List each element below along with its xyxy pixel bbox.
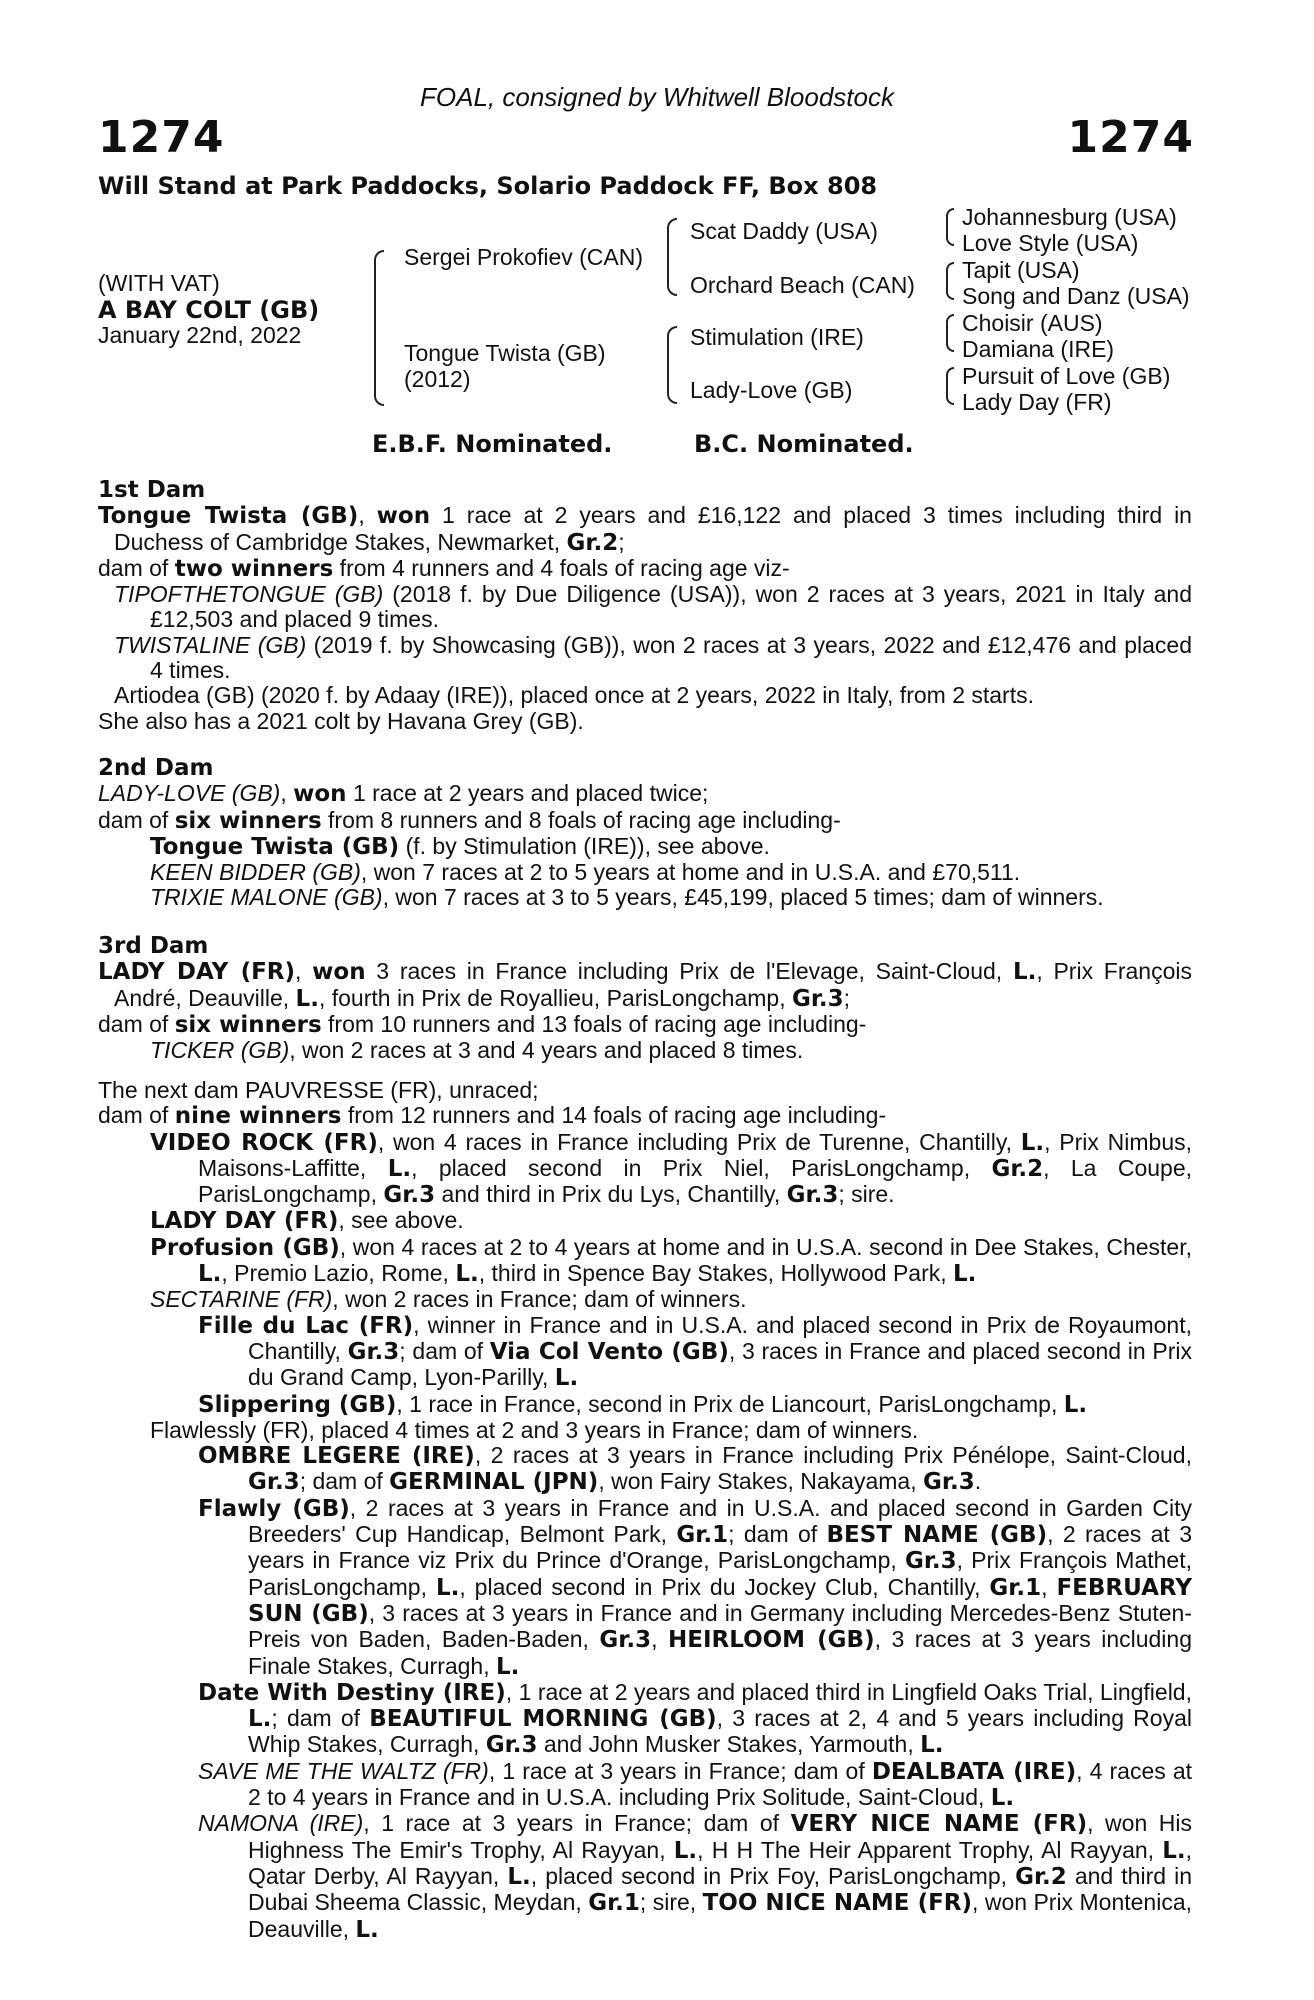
ancestor-4: Song and Danz (USA) — [962, 283, 1190, 309]
ancestor-2: Love Style (USA) — [962, 230, 1139, 256]
third-dam-heading: 3rd Dam — [98, 933, 209, 959]
sire-of-dam: Stimulation (IRE) — [690, 324, 864, 350]
produce-namona: NAMONA (IRE), 1 race at 3 years in France; dam of VERY NICE NAME (FR), won His Highness The Emir's Trophy, Al Rayyan, L., H H The Heir Apparent Trophy, Al Rayyan, L., Qatar Derby, Al Rayyan, L., placed second in Prix Foy, ParisLongchamp, Gr.2 and third in Dubai Sheema Classic, Meydan, Gr.1; sire, TOO NICE NAME (FR), won Prix Montenica, Deauville, L. — [198, 1810, 1192, 1943]
produce-ombre-legere: OMBRE LEGERE (IRE), 2 races at 3 years in France including Prix Pénélope, Saint-Cloud, Gr.3; dam of GERMINAL (JPN), won Fairy Stakes, Nakayama, Gr.3. — [198, 1442, 1192, 1496]
consignor-line: FOAL, consigned by Whitwell Bloodstock — [420, 82, 894, 112]
first-dam-heading: 1st Dam — [98, 477, 206, 503]
brace-g3 — [946, 314, 954, 352]
next-dam-section — [98, 1078, 1192, 1943]
brace-g1 — [946, 208, 954, 246]
dam-of-dam: Lady-Love (GB) — [690, 377, 853, 403]
third-dam-record: LADY DAY (FR), won 3 races in France including Prix de l'Elevage, Saint-Cloud, L., Prix François André, Deauville, L., fourth in Prix de Royallieu, ParisLongchamp, Gr.3; — [98, 958, 1192, 1012]
sire: Sergei Prokofiev (CAN) — [404, 244, 644, 270]
lot-number-right: 1274 — [1067, 112, 1194, 163]
dam-of-sire: Orchard Beach (CAN) — [690, 272, 915, 298]
produce-sectarine: SECTARINE (FR), won 2 races in France; dam of winners. — [150, 1286, 747, 1313]
ebf-nomination: E.B.F. Nominated. — [372, 430, 613, 458]
produce-date-with-destiny: Date With Destiny (IRE), 1 race at 2 years and placed third in Lingfield Oaks Trial, Lingfield, L.; dam of BEAUTIFUL MORNING (GB), 3 races at 2, 4 and 5 years including Royal Whip Stakes, Curragh, Gr.3 and John Musker Stakes, Yarmouth, L. — [198, 1678, 1192, 1759]
produce-video-rock: VIDEO ROCK (FR), won 4 races in France including Prix de Turenne, Chantilly, L., Prix Nimbus, Maisons-Laffitte, L., placed second in Prix Niel, ParisLongchamp, Gr.2, La Coupe, ParisLongchamp, Gr.3 and third in Prix du Lys, Chantilly, Gr.3; sire. — [150, 1128, 1193, 1209]
lot-title: A BAY COLT (GB) — [98, 296, 320, 324]
sire-of-sire: Scat Daddy (USA) — [690, 218, 878, 244]
produce-tipofthetongue: TIPOFTHETONGUE (GB) (2018 f. by Due Diligence (USA)), won 2 races at 3 years, 2021 in Italy and £12,503 and placed 9 times. — [114, 581, 1192, 633]
brace-sire — [667, 218, 677, 296]
next-dam-record: The next dam PAUVRESSE (FR), unraced; — [98, 1077, 539, 1103]
lot-number-left: 1274 — [98, 112, 225, 163]
produce-flawly: Flawly (GB), 2 races at 3 years in France and in U.S.A. and placed second in Garden City Breeders' Cup Handicap, Belmont Park, Gr.1; dam of BEST NAME (GB), 2 races at 3 years in France viz Prix du Prince d'Orange, ParisLongchamp, Gr.3, Prix François Mathet, ParisLongchamp, L., placed second in Prix du Jockey Club, Chantilly, Gr.1, FEBRUARY SUN (GB), 3 races at 3 years in France and in Germany including Mercedes-Benz Stuten-Preis von Baden, Baden-Baden, Gr.3, HEIRLOOM (GB), 3 races at 3 years including Finale Stakes, Curragh, L. — [198, 1494, 1192, 1680]
produce-save-me-the-waltz: SAVE ME THE WALTZ (FR), 1 race at 3 years in France; dam of DEALBATA (IRE), 4 races at 2 to 4 years in France and in U.S.A. including Prix Solitude, Saint-Cloud, L. — [198, 1757, 1193, 1812]
produce-slippering: Slippering (GB), 1 race in France, second in Prix de Liancourt, ParisLongchamp, L. — [198, 1390, 1088, 1418]
stand-location: Will Stand at Park Paddocks, Solario Paddock FF, Box 808 — [98, 172, 878, 200]
ancestor-7: Pursuit of Love (GB) — [962, 363, 1171, 389]
second-dam-section — [98, 756, 1192, 911]
second-dam-record: LADY-LOVE (GB), won 1 race at 2 years and placed twice; — [98, 780, 709, 808]
brace-g2 — [946, 262, 954, 300]
bc-nomination: B.C. Nominated. — [694, 430, 914, 458]
vat-note: (WITH VAT) — [98, 270, 220, 296]
ancestor-8: Lady Day (FR) — [962, 389, 1112, 415]
produce-twistaline: TWISTALINE (GB) (2019 f. by Showcasing (GB)), won 2 races at 3 years, 2022 and £12,476 and placed 4 times. — [114, 631, 1192, 684]
next-dam-produce-summary: dam of nine winners from 12 runners and 14 foals of racing age including- — [98, 1102, 887, 1130]
first-dam-colt-note: She also has a 2021 colt by Havana Grey (GB). — [98, 707, 584, 734]
third-dam-produce-summary: dam of six winners from 10 runners and 13 foals of racing age including- — [98, 1010, 867, 1038]
first-dam-produce-summary: dam of two winners from 4 runners and 4 foals of racing age viz- — [98, 554, 790, 582]
produce-trixie-malone: TRIXIE MALONE (GB), won 7 races at 3 to 5 years, £45,199, placed 5 times; dam of winners. — [150, 884, 1104, 911]
dam: Tongue Twista (GB) — [404, 340, 606, 366]
produce-ticker: TICKER (GB), won 2 races at 3 and 4 years and placed 8 times. — [150, 1037, 804, 1064]
first-dam-section — [98, 478, 1192, 734]
second-dam-heading: 2nd Dam — [98, 755, 214, 781]
brace-dam — [667, 326, 677, 404]
produce-artiodea: Artiodea (GB) (2020 f. by Adaay (IRE)), placed once at 2 years, 2022 in Italy, from 2 starts. — [114, 682, 1034, 709]
dam-year: (2012) — [404, 366, 471, 392]
produce-flawlessly: Flawlessly (FR), placed 4 times at 2 and 3 years in France; dam of winners. — [150, 1416, 919, 1443]
brace-g4 — [946, 367, 954, 405]
third-dam-section — [98, 934, 1192, 1063]
ancestor-3: Tapit (USA) — [962, 257, 1080, 283]
produce-lady-day: LADY DAY (FR), see above. — [150, 1207, 464, 1235]
produce-tongue-twista: Tongue Twista (GB) (f. by Stimulation (IRE)), see above. — [150, 832, 770, 860]
ancestor-6: Damiana (IRE) — [962, 336, 1115, 362]
second-dam-produce-summary: dam of six winners from 8 runners and 8 foals of racing age including- — [98, 806, 841, 834]
first-dam-record: Tongue Twista (GB), won 1 race at 2 years and £16,122 and placed 3 times including third in Duchess of Cambridge Stakes, Newmarket, Gr.2; — [98, 502, 1192, 556]
foaling-date: January 22nd, 2022 — [98, 322, 302, 348]
brace-parents — [374, 250, 384, 406]
ancestor-1: Johannesburg (USA) — [962, 204, 1177, 230]
produce-keen-bidder: KEEN BIDDER (GB), won 7 races at 2 to 5 years at home and in U.S.A. and £70,511. — [150, 859, 1021, 886]
ancestor-5: Choisir (AUS) — [962, 310, 1103, 336]
produce-fille-du-lac: Fille du Lac (FR), winner in France and in U.S.A. and placed second in Prix de Royaumont, Chantilly, Gr.3; dam of Via Col Vento (GB), 3 races in France and placed second in Prix du Grand Camp, Lyon-Parilly, L. — [198, 1311, 1193, 1392]
produce-profusion: Profusion (GB), won 4 races at 2 to 4 years at home and in U.S.A. second in Dee Stakes, Chester, L., Premio Lazio, Rome, L., third in Spence Bay Stakes, Hollywood Park, L. — [150, 1233, 1192, 1288]
